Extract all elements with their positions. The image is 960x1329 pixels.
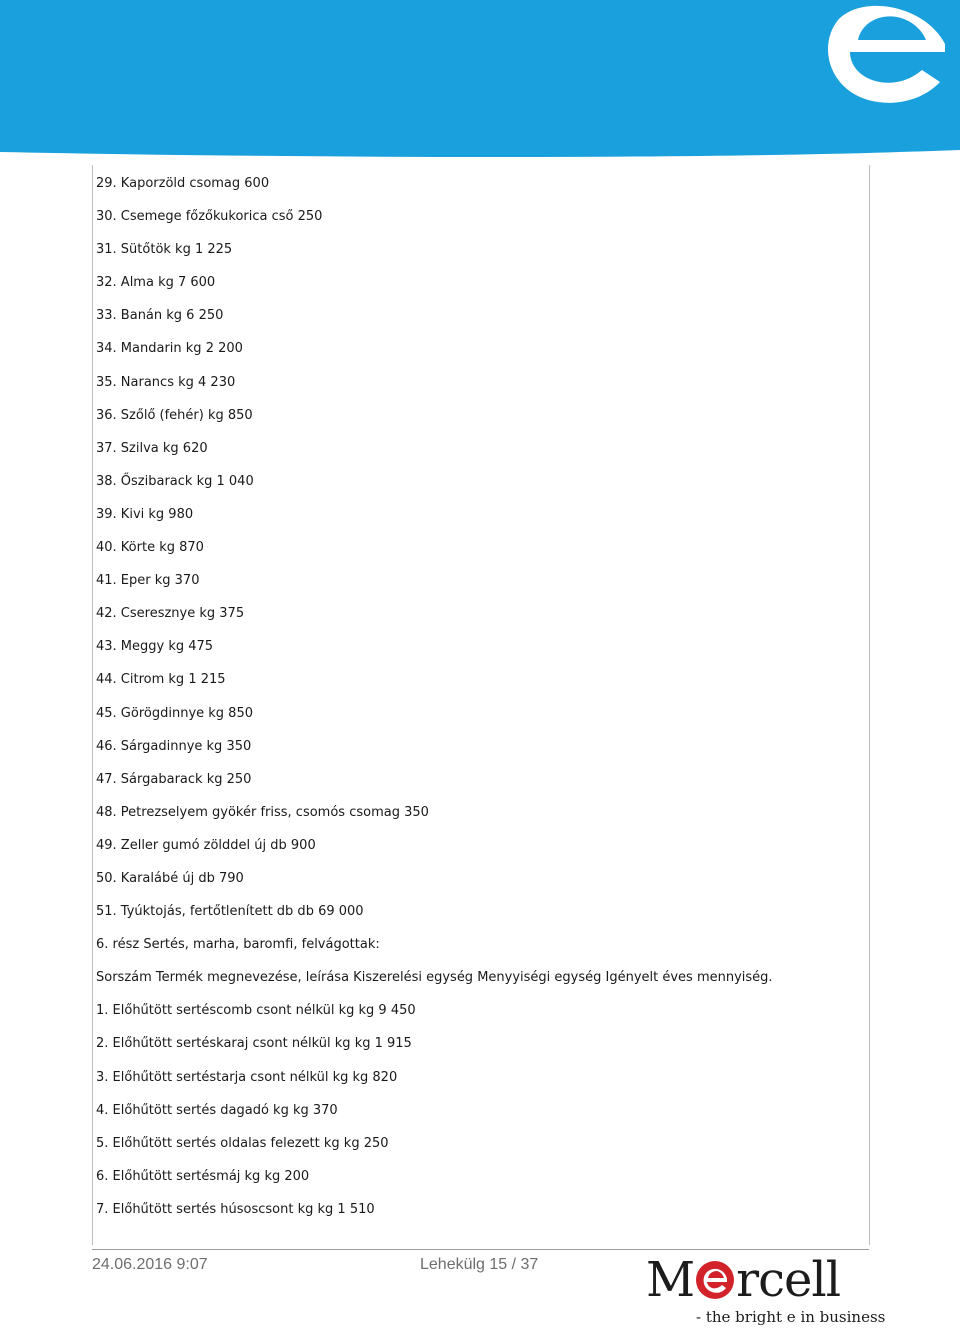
document-line: Sorszám Termék megnevezése, leírása Kiszerelési egység Menyyiségi egység Igényelt éves mennyiség. [96,970,773,986]
marcell-logo [640,1252,886,1328]
document-line: 2. Előhűtött sertéskaraj csont nélkül kg kg 1 915 [96,1036,412,1052]
document-line: 46. Sárgadinnye kg 350 [96,738,252,754]
document-line: 44. Citrom kg 1 215 [96,672,226,688]
document-line: 6. rész Sertés, marha, baromfi, felvágottak: [96,937,380,953]
document-line: 6. Előhűtött sertésmáj kg kg 200 [96,1168,310,1184]
document-line: 33. Banán kg 6 250 [96,308,224,324]
document-line: 41. Eper kg 370 [96,573,200,589]
logo-e-badge-icon [695,1260,735,1300]
document-line: 1. Előhűtött sertéscomb csont nélkül kg kg 9 450 [96,1003,416,1019]
document-line: 3. Előhűtött sertéstarja csont nélkül kg kg 820 [96,1069,398,1085]
document-line: 48. Petrezselyem gyökér friss, csomós csomag 350 [96,804,429,820]
document-line: 50. Karalábé új db 790 [96,870,244,886]
document-line: 40. Körte kg 870 [96,540,204,556]
header-banner [0,0,960,165]
logo-wordmark-start: M [646,1252,695,1308]
document-line: 39. Kivi kg 980 [96,506,194,522]
logo-wordmark-end: rcell [736,1252,841,1308]
logo-wordmark [646,1252,840,1308]
document-line: 30. Csemege főzőkukorica cső 250 [96,209,323,225]
document-line: 5. Előhűtött sertés oldalas felezett kg kg 250 [96,1135,389,1151]
document-line: 35. Narancs kg 4 230 [96,374,236,390]
footer-date: 24.06.2016 9:07 [92,1256,208,1273]
document-line: 36. Szőlő (fehér) kg 850 [96,407,253,423]
document-line: 42. Cseresznye kg 375 [96,606,245,622]
logo-tagline: - the bright e in business [696,1308,886,1326]
document-line: 45. Görögdinnye kg 850 [96,705,253,721]
document-body [96,172,856,1231]
document-line: 29. Kaporzöld csomag 600 [96,176,270,191]
document-line: 32. Alma kg 7 600 [96,275,216,291]
document-line: 51. Tyúktojás, fertőtlenített db db 69 000 [96,904,364,920]
document-line: 34. Mandarin kg 2 200 [96,341,243,357]
document-line: 37. Szilva kg 620 [96,440,208,456]
document-line: 7. Előhűtött sertés húsoscsont kg kg 1 510 [96,1201,375,1217]
footer-page-number: Lehekülg 15 / 37 [420,1256,539,1273]
document-line: 43. Meggy kg 475 [96,639,214,655]
document-line: 47. Sárgabarack kg 250 [96,771,252,787]
document-line: 31. Sütőtök kg 1 225 [96,242,233,258]
document-line: 4. Előhűtött sertés dagadó kg kg 370 [96,1102,338,1118]
document-line: 38. Őszibarack kg 1 040 [96,473,254,489]
banner-shape [0,0,960,157]
document-line: 49. Zeller gumó zölddel új db 900 [96,837,316,853]
footer-divider [92,1249,869,1250]
